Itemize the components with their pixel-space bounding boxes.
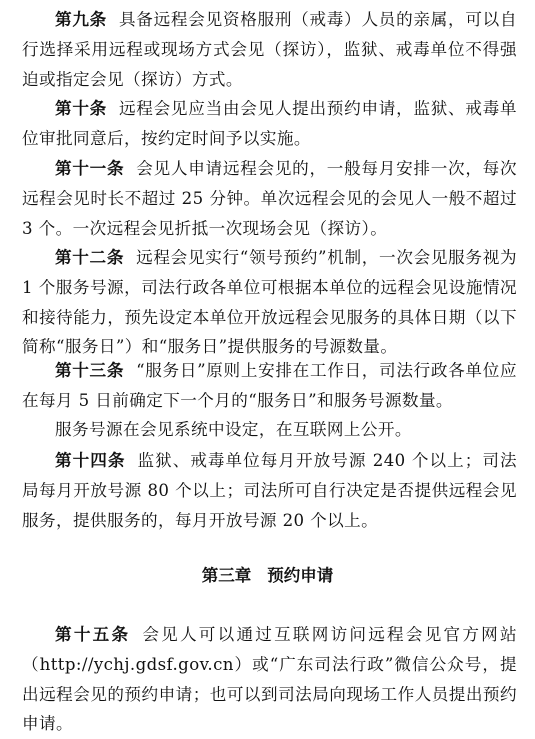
article-label: 第十三条 bbox=[55, 361, 125, 380]
article-text: 远程会见实行“领号预约”机制，一次会见服务视为 1 个服务号源，司法行政各单位可根据本单位的远程会见设施情况和接待能力，预先设定本单位开放远程会见服务的具体日期（以下简称“服务日”）和“服务日”提供服务的号源数量。 bbox=[22, 248, 517, 357]
article-text: 会见人可以通过互联网访问远程会见官方网站（http://ychj.gdsf.gov.cn）或“广东司法行政”微信公众号，提出远程会见的预约申请；也可以到司法局向现场工作人员提出预约申请。 bbox=[22, 625, 517, 734]
article-label: 第十条 bbox=[55, 99, 107, 118]
article-label: 第十二条 bbox=[55, 248, 125, 267]
article-10 bbox=[22, 94, 517, 154]
article-text: 会见人申请远程会见的，一般每月安排一次，每次远程会见时长不超过 25 分钟。单次远程会见的会见人一般不超过 3 个。一次远程会见折抵一次现场会见（探访）。 bbox=[22, 159, 517, 238]
article-text: 具备远程会见资格服刑（戒毒）人员的亲属，可以自行选择采用远程或现场方式会见（探访），监狱、戒毒单位不得强迫或指定会见（探访）方式。 bbox=[22, 10, 518, 89]
article-12 bbox=[22, 243, 517, 362]
article-label: 第九条 bbox=[55, 10, 107, 29]
chapter-number: 第三章 bbox=[201, 566, 252, 585]
article-text: “服务日”原则上安排在工作日，司法行政各单位应在每月 5 日前确定下一个月的“服务日”和服务号源数量。 bbox=[22, 361, 517, 410]
chapter-title: 预约申请 bbox=[267, 566, 334, 585]
article-label: 第十四条 bbox=[55, 451, 126, 470]
article-text: 远程会见应当由会见人提出预约申请，监狱、戒毒单位审批同意后，按约定时间予以实施。 bbox=[22, 99, 518, 148]
article-9 bbox=[22, 5, 517, 94]
article-11 bbox=[22, 154, 517, 243]
article-text: 监狱、戒毒单位每月开放号源 240 个以上；司法局每月开放号源 80 个以上；司法所可自行决定是否提供远程会见服务，提供服务的，每月开放号源 20 个以上。 bbox=[22, 451, 517, 530]
article-13 bbox=[22, 356, 517, 416]
article-text: 服务号源在会见系统中设定，在互联网上公开。 bbox=[55, 420, 412, 439]
article-label: 第十五条 bbox=[55, 625, 131, 644]
article-13-continuation bbox=[22, 415, 517, 445]
article-14 bbox=[22, 446, 517, 535]
article-15 bbox=[22, 620, 517, 739]
chapter-heading bbox=[0, 564, 535, 588]
article-label: 第十一条 bbox=[55, 159, 125, 178]
